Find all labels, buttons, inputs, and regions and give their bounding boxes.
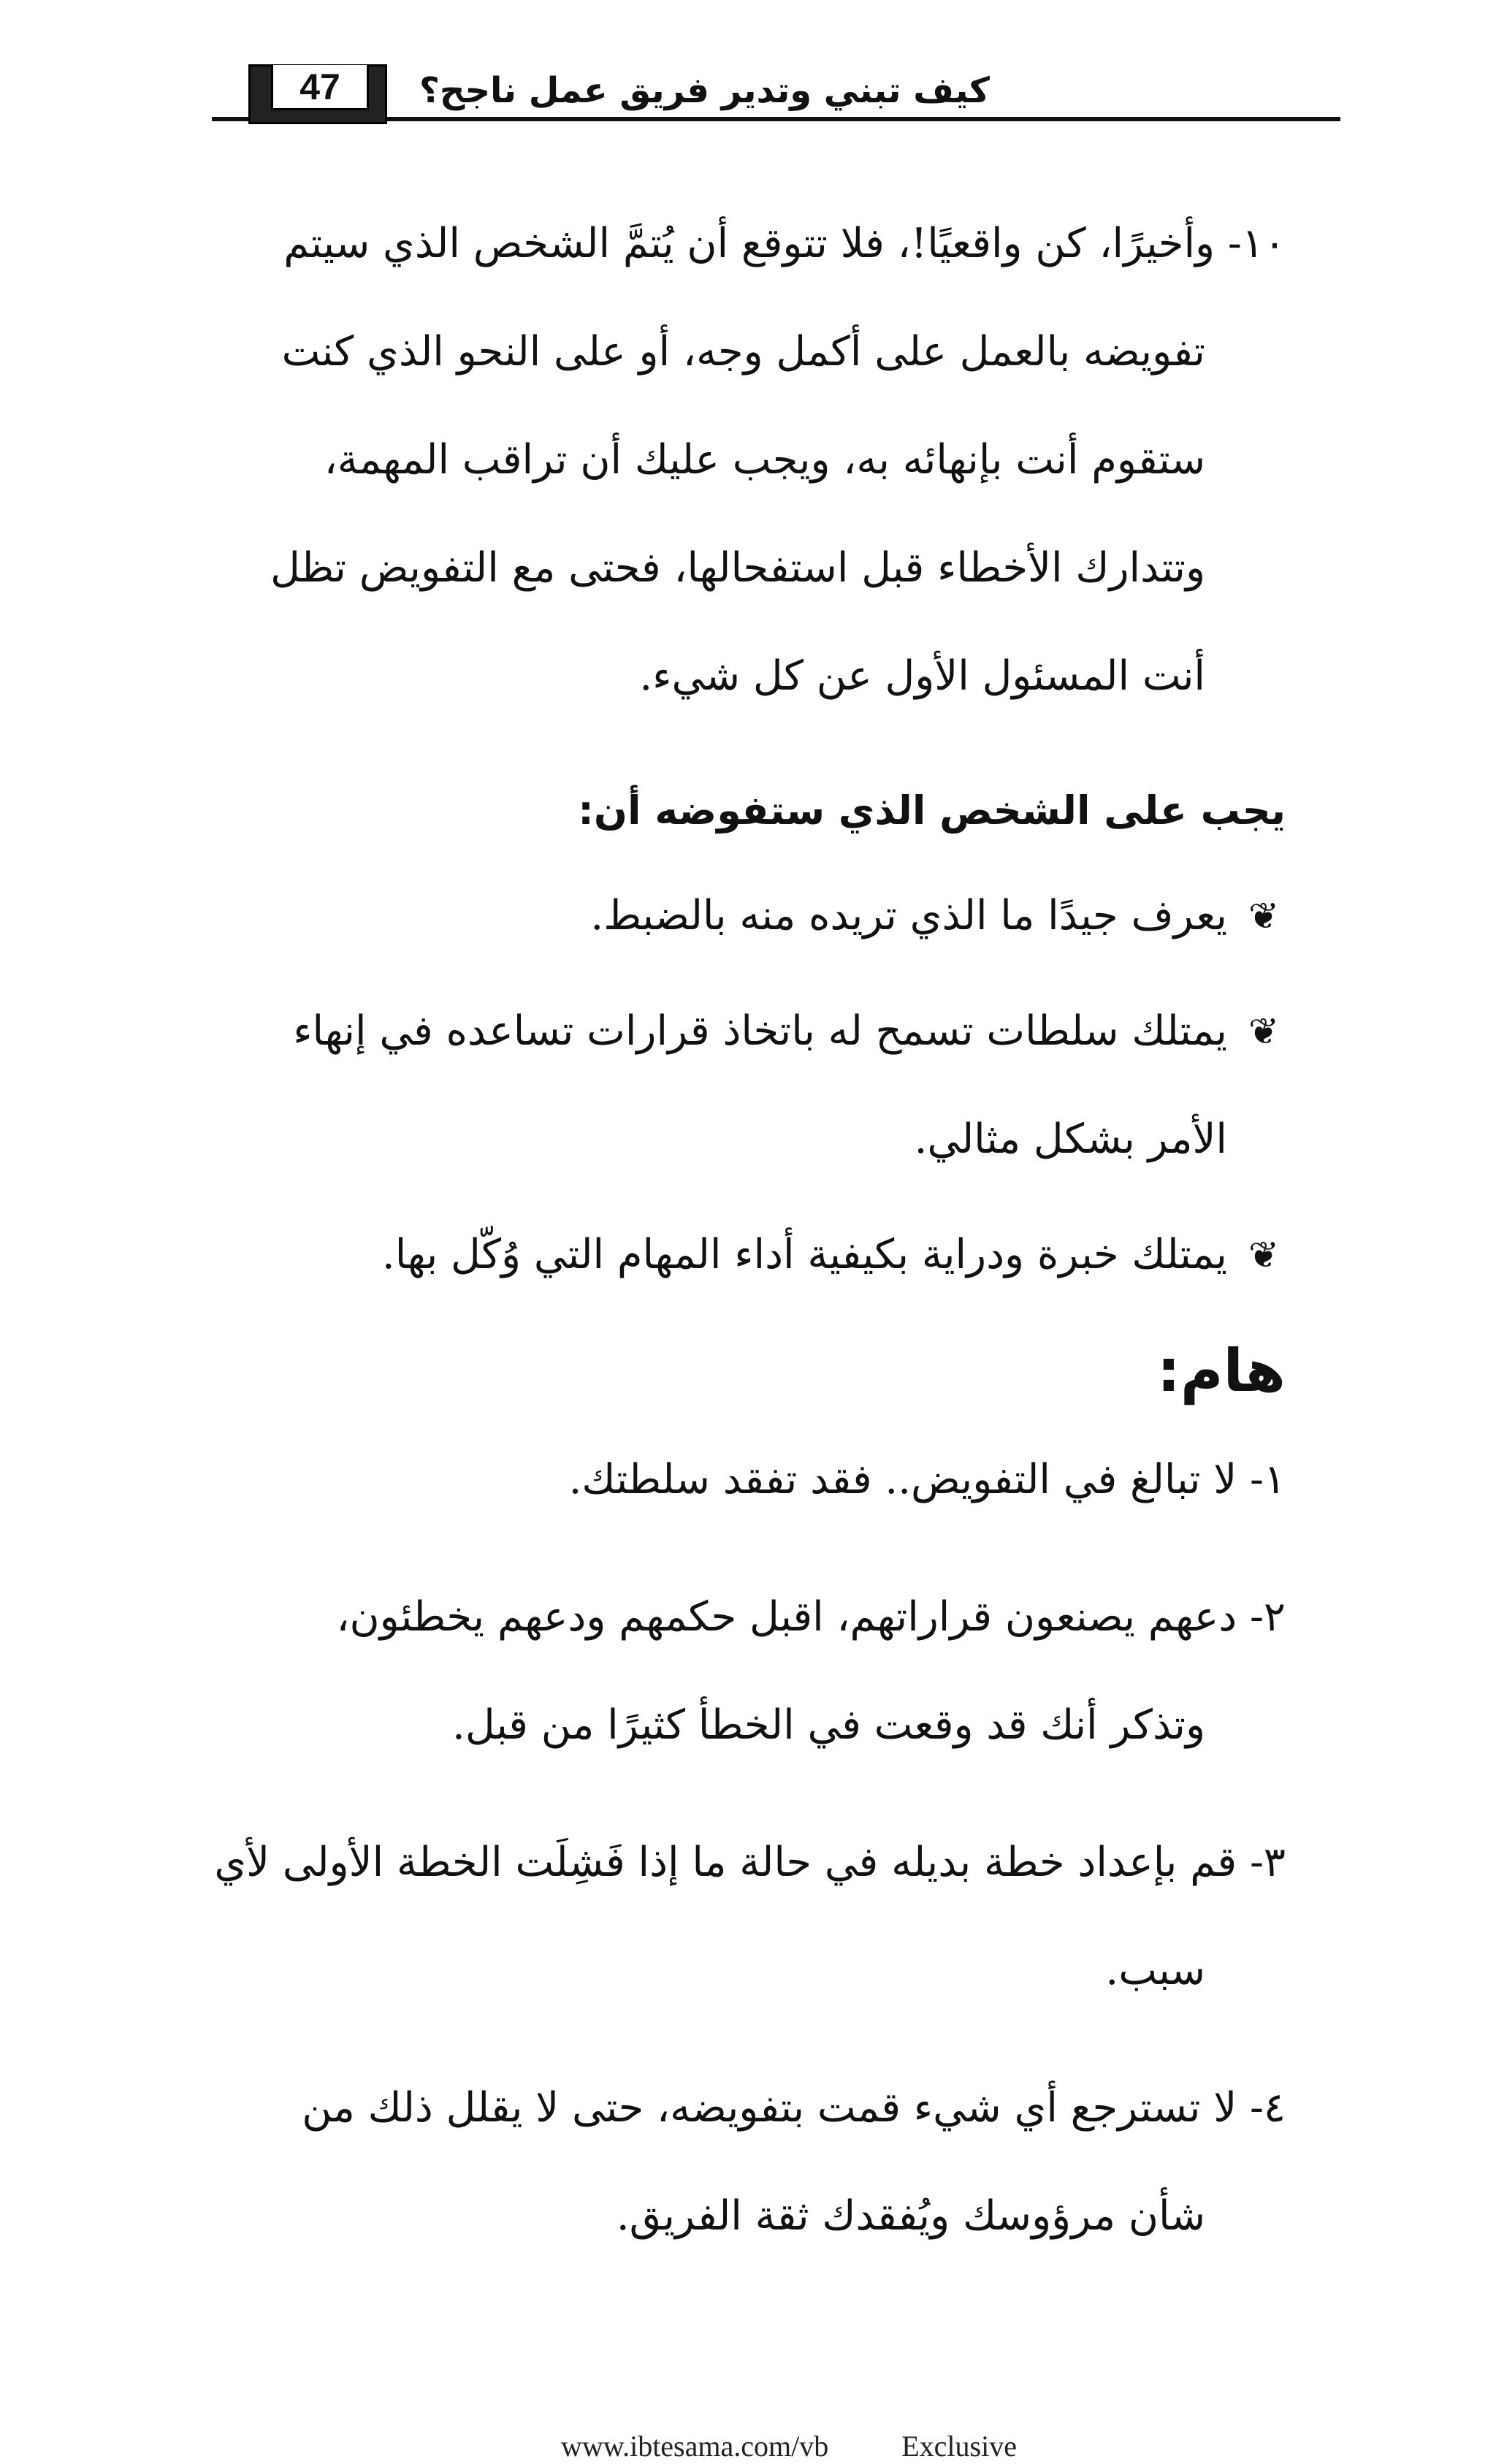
item-10-continuation xyxy=(212,406,1286,514)
point-number: ٣- xyxy=(1250,1839,1286,1886)
point-number: ٤- xyxy=(1250,2084,1286,2132)
footer-tag: Exclusive xyxy=(901,2430,1017,2463)
bullet-text: يعرف جيدًا ما الذي تريده منه بالضبط. xyxy=(590,892,1227,939)
point-4-continuation: شأن مرؤوسك ويُفقدك ثقة الفريق. xyxy=(616,2192,1205,2240)
item-number: ١٠- xyxy=(1227,220,1286,267)
point-3-continuation: سبب. xyxy=(1105,1947,1205,1994)
page-body xyxy=(212,190,1286,2270)
point-text: قم بإعداد خطة بديله في حالة ما إذا فَشِلَت الخطة الأولى لأي xyxy=(214,1839,1237,1886)
point-2-continuation: وتذكر أنك قد وقعت في الخطأ كثيرًا من قبل. xyxy=(452,1701,1205,1749)
leaf-bullet-icon: ❦ xyxy=(1248,1234,1279,1276)
point-4 xyxy=(212,2054,1286,2162)
list-item xyxy=(212,1201,1286,1309)
point-2 xyxy=(212,1563,1286,1671)
leaf-bullet-icon: ❦ xyxy=(1248,895,1279,937)
point-3 xyxy=(212,1809,1286,1917)
text-line: وتتدارك الأخطاء قبل استفحالها، فحتى مع التفويض تظل xyxy=(270,544,1205,592)
item-10-continuation xyxy=(212,514,1286,622)
page-header xyxy=(212,64,1340,130)
list-item xyxy=(212,977,1286,1194)
important-heading: هام: xyxy=(1156,1337,1286,1405)
point-text: لا تسترجع أي شيء قمت بتفويضه، حتى لا يقلل ذلك من xyxy=(302,2084,1237,2132)
footer-url: www.ibtesama.com/vb xyxy=(561,2430,829,2463)
point-number: ٢- xyxy=(1250,1593,1286,1641)
page-number: 47 xyxy=(271,65,369,110)
page-number-badge xyxy=(248,64,387,124)
text-line: ستقوم أنت بإنهائه به، ويجب عليك أن تراقب المهمة، xyxy=(324,436,1205,484)
point-text: لا تبالغ في التفويض.. فقد تفقد سلطتك. xyxy=(568,1456,1237,1503)
text-line: أنت المسئول الأول عن كل شيء. xyxy=(639,652,1205,700)
item-10-continuation xyxy=(212,298,1286,406)
list-item xyxy=(212,862,1286,970)
leaf-bullet-icon: ❦ xyxy=(1248,1010,1279,1053)
delegate-heading: يجب على الشخص الذي ستفوضه أن: xyxy=(578,787,1286,834)
bullet-text: يمتلك سلطات تسمح له باتخاذ قرارات تساعده في إنهاء الأمر بشكل مثالي. xyxy=(293,1007,1227,1163)
item-text: وأخيرًا، كن واقعيًا!، فلا تتوقع أن يُتمَّ الشخص الذي سيتم xyxy=(283,220,1216,267)
item-10 xyxy=(212,190,1286,298)
bullet-text: يمتلك خبرة ودراية بكيفية أداء المهام التي وُكّل بها. xyxy=(381,1231,1227,1278)
point-text: دعهم يصنعون قراراتهم، اقبل حكمهم ودعهم يخطئون، xyxy=(336,1593,1237,1641)
point-number: ١- xyxy=(1250,1456,1286,1503)
text-line: تفويضه بالعمل على أكمل وجه، أو على النحو الذي كنت xyxy=(281,328,1205,375)
item-10-continuation xyxy=(212,622,1286,731)
page-footer xyxy=(460,2429,1118,2463)
running-title: كيف تبني وتدير فريق عمل ناجح؟ xyxy=(409,70,1000,111)
point-1 xyxy=(212,1426,1286,1534)
